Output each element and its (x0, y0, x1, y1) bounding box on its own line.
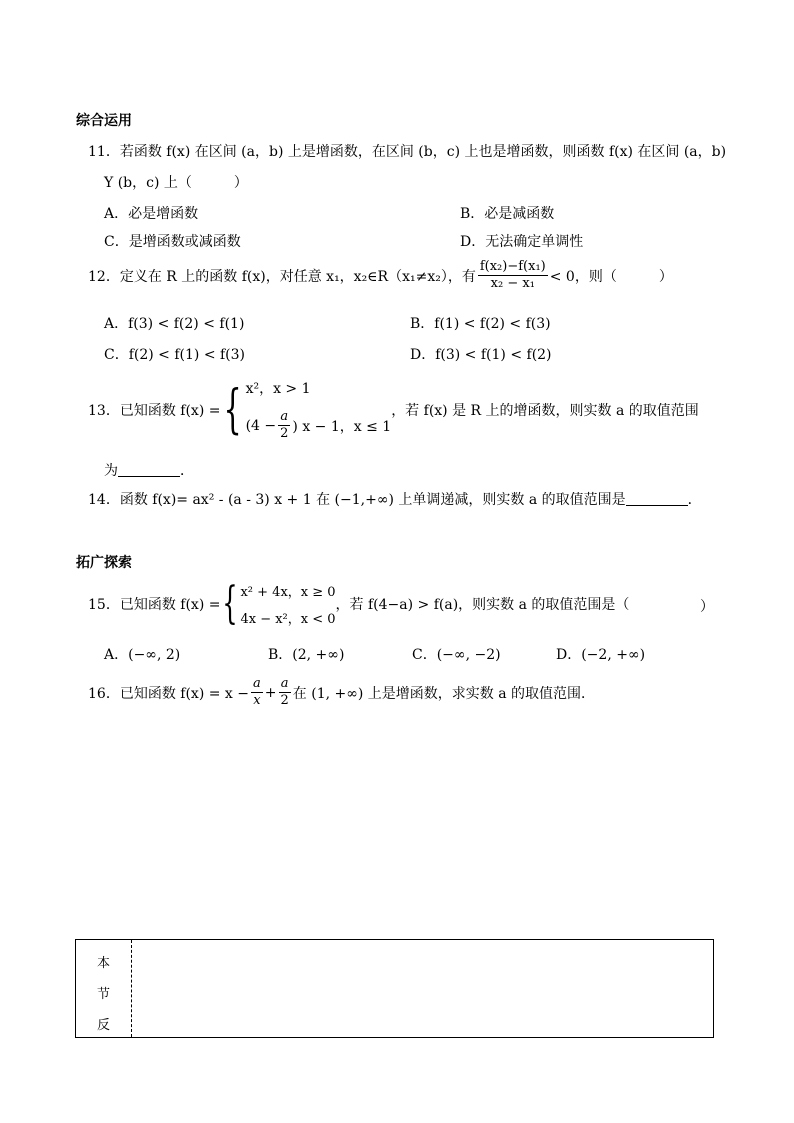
q13-case2-frac-den: 2 (280, 426, 289, 441)
section-title-comprehensive: 综合运用 (76, 113, 132, 129)
q16-mid: + (264, 684, 277, 701)
q12-fraction (478, 259, 548, 292)
q13-lead: 已知函数 f(x) = (119, 403, 221, 419)
q15-option-b: B．(2, +∞) (268, 647, 345, 663)
q15-case1: x² + 4x，x ≥ 0 (240, 585, 336, 600)
q15-option-d: D．(−2, +∞) (556, 647, 646, 663)
q13-cases (246, 378, 392, 442)
q16-stem (88, 676, 595, 709)
q13-case2-pre: (4 − (245, 417, 277, 434)
q12-option-b: B．f(1) < f(2) < f(3) (410, 316, 551, 332)
q15-option-a: A．(−∞, 2) (104, 647, 181, 663)
q15-number: 15． (88, 597, 120, 613)
q16-pre: 已知函数 f(x) = x − (119, 685, 249, 702)
q13-answer-blank[interactable] (118, 462, 180, 477)
reflection-label (76, 940, 132, 1037)
q13-case2-post: ) x − 1，x ≤ 1 (292, 418, 392, 435)
q11-option-d: D．无法确定单调性 (460, 234, 584, 250)
q13-line2-post: ． (180, 463, 194, 479)
q12-text: 定义在 R 上的函数 f(x)，对任意 x₁，x₂∈R（x₁≠x₂），有 (119, 268, 476, 285)
q15-cases (240, 581, 335, 627)
q13-line2 (104, 460, 194, 480)
q13-case2-frac-num: a (280, 409, 289, 424)
q16-post: 在 (1, +∞) 上是增函数，求实数 a 的取值范围． (292, 685, 596, 702)
q13-number: 13． (88, 403, 120, 419)
q16-frac2 (279, 676, 291, 709)
q13-case2 (246, 409, 392, 442)
q14-number: 14． (88, 492, 120, 508)
q15-tail: ，若 f(4−a) > f(a)，则实数 a 的取值范围是（ (335, 597, 630, 613)
q13-tail: ，若 f(x) 是 R 上的增函数，则实数 a 的取值范围 (391, 403, 699, 419)
q11-number: 11． (88, 144, 120, 160)
q12-tail: < 0，则（ ） (549, 268, 673, 285)
q16-number: 16． (88, 685, 120, 702)
q14-stem (88, 489, 702, 509)
q16-frac2-den: 2 (280, 693, 289, 708)
q11-line2: Y (b，c) 上（ ） (104, 175, 248, 191)
q12-number: 12． (88, 268, 120, 285)
q12-option-d: D．f(3) < f(1) < f(2) (410, 347, 552, 363)
reflection-box (75, 939, 714, 1038)
q15-lead: 已知函数 f(x) = (119, 597, 221, 613)
q12-frac-den: x₂ − x₁ (490, 276, 535, 291)
q13-case1: x²，x > 1 (245, 381, 311, 397)
q11-option-c: C．是增函数或减函数 (104, 234, 241, 250)
q14-answer-blank[interactable] (626, 491, 688, 506)
q15-stem (88, 578, 629, 630)
reflection-label-char-3: 反 (96, 1018, 110, 1033)
q14-end: ． (687, 492, 702, 508)
q16-frac1-num: a (253, 676, 261, 691)
q15-option-c: C．(−∞, −2) (412, 647, 501, 663)
q15-close-paren: ） (700, 599, 714, 615)
q13-stem (88, 374, 699, 446)
section-title-extension: 拓广探索 (76, 555, 132, 571)
q11-line1 (88, 141, 726, 161)
q12-option-a: A．f(3) < f(2) < f(1) (104, 316, 245, 332)
q12-stem (88, 259, 673, 292)
q16-frac2-num: a (280, 676, 289, 691)
q15-case2: 4x − x²，x < 0 (240, 612, 336, 627)
reflection-label-char-2: 节 (96, 987, 110, 1002)
q14-text: 函数 f(x)= ax² - (a - 3) x + 1 在 (−1,+∞) 上单调递减，则实数 a 的取值范围是 (119, 492, 626, 508)
q13-line2-pre: 为 (104, 463, 118, 479)
q13-case2-frac (278, 409, 290, 442)
q11-option-a: A．必是增函数 (104, 206, 199, 222)
q11-option-b: B．必是减函数 (460, 206, 555, 222)
q12-option-c: C．f(2) < f(1) < f(3) (104, 347, 246, 363)
q11-stem: 若函数 f(x) 在区间 (a，b) 上是增函数，在区间 (b，c) 上也是增函数，则函数 f(x) 在区间 (a，b) (119, 144, 727, 160)
q16-frac1 (251, 676, 263, 709)
q15-brace: { (222, 578, 239, 629)
q13-brace: { (223, 380, 243, 440)
q12-frac-num: f(x₂)−f(x₁) (479, 259, 546, 274)
q16-frac1-den: x (253, 693, 261, 708)
reflection-writing-area[interactable] (133, 940, 713, 1037)
reflection-label-char-1: 本 (96, 956, 110, 971)
